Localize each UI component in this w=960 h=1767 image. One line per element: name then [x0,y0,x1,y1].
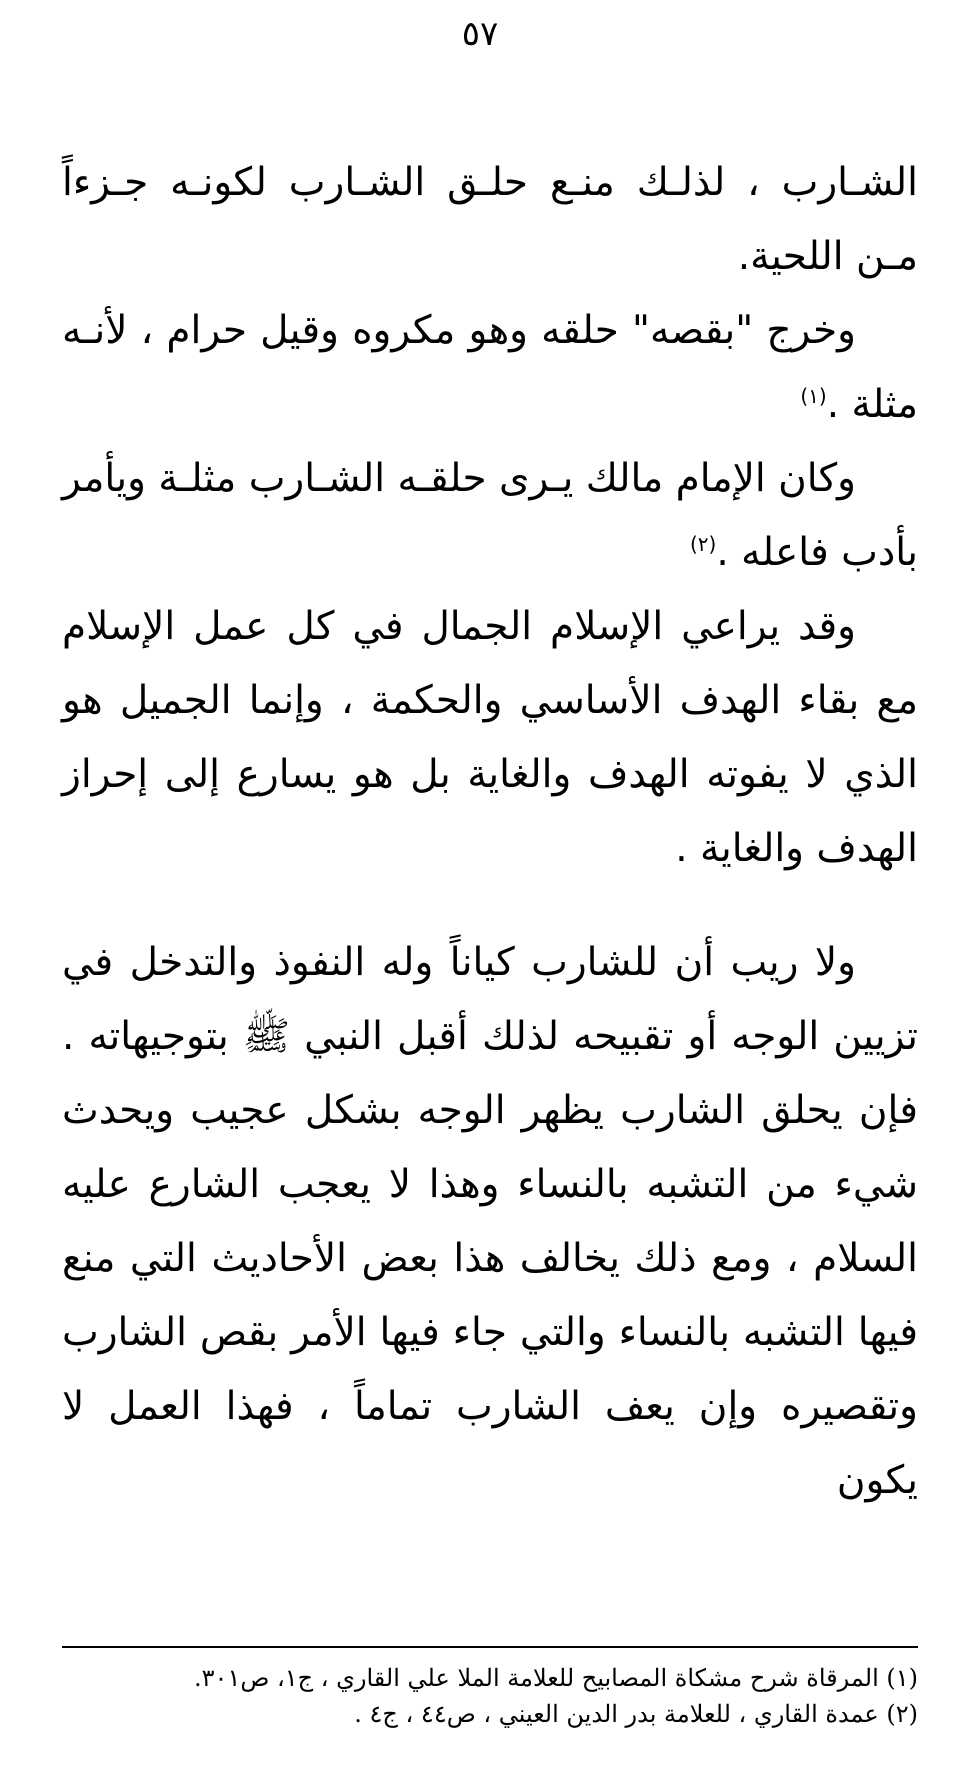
footnotes [62,1660,918,1732]
page-number: ٥٧ [461,14,499,54]
footnote-2: (٢) عمدة القاري ، للعلامة بدر الدين العيني ، ص٤٤ ، ج٤ . [354,1700,918,1728]
paragraph-1 [62,146,918,294]
paragraph-4 [62,590,918,886]
paragraph-2 [62,294,918,442]
footnote-1: (١) المرقاة شرح مشكاة المصابيح للعلامة الملا علي القاري ، ج١، ص٣٠١. [194,1664,918,1692]
paragraph-5 [62,926,918,1518]
body-text [62,146,918,1518]
paragraph-3-text: وكان الإمام مالك يـرى حلقـه الشـارب مثلـة ويأمر بأدب فاعله . [62,456,918,575]
paragraph-1-text: الشـارب ، لذلـك منـع حلـق الشـارب لكونـه جـزءاً مـن اللحية. [62,160,918,279]
paragraph-5-text: ولا ريب أن للشارب كياناً وله النفوذ والتدخل في تزيين الوجه أو تقبيحه لذلك أقبل النبي ﷺ بتوجيهاته . فإن يحلق الشارب يظهر الوجه بشكل عجيب ويحدث شيء من التشبه بالنساء وهذا لا يعجب الشارع عليه السلام ، ومع ذلك يخالف هذا بعض الأحاديث التي منع فيها التشبه بالنساء والتي جاء فيها الأمر بقص الشارب وتقصيره وإن يعف الشارب تماماً ، فهذا العمل لا يكون [62,940,918,1503]
footnote-ref-2: (٢) [689,532,717,556]
paragraph-4-text: وقد يراعي الإسلام الجمال في كل عمل الإسلام مع بقاء الهدف الأساسي والحكمة ، وإنما الجميل هو الذي لا يفوته الهدف والغاية بل هو يسارع إلى إحراز الهدف والغاية . [62,604,918,871]
footnote-ref-1: (١) [800,384,827,408]
footnote-separator [62,1646,918,1648]
paragraph-2-text: وخرج "بقصه" حلقه وهو مكروه وقيل حرام ، لأنـه مثلة . [62,308,918,427]
paragraph-3 [62,442,918,590]
